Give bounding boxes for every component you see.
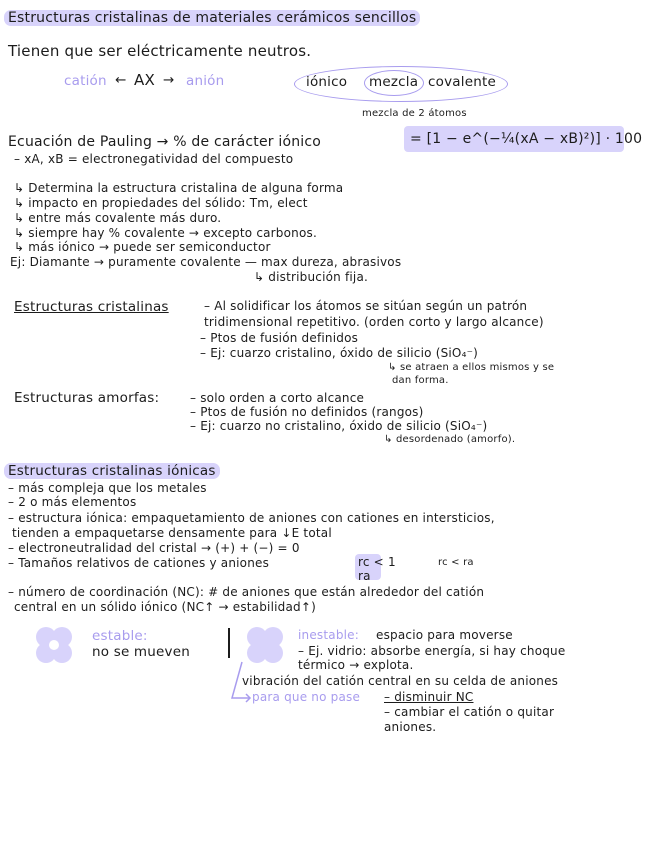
pauling-example-note: ↳ distribución fija. [254, 270, 369, 284]
arrow-left-icon: ← [115, 72, 127, 88]
ionicas-line: – 2 o más elementos [8, 495, 137, 509]
vibration-line: vibración del catión central en su celda de aniones [242, 674, 559, 688]
cristalinas-example: – Ej: cuarzo cristalino, óxido de silicio (SiO₄⁻) [200, 346, 478, 360]
bond-mezcla: mezcla [369, 74, 419, 90]
pauling-line: ↳ impacto en propiedades del sólido: Tm, elect [14, 196, 308, 210]
cristalinas-line: – Ptos de fusión definidos [200, 331, 359, 345]
ionicas-line: – más compleja que los metales [8, 481, 207, 495]
ionicas-line: – electroneutralidad del cristal → (+) + (−) = 0 [8, 541, 300, 555]
inestable-line: – Ej. vidrio: absorbe energía, si hay choque [298, 644, 566, 658]
cristalinas-note: ↳ se atraen a ellos mismos y se [388, 362, 555, 373]
bond-covalente: covalente [428, 74, 496, 90]
bond-ionico: iónico [306, 74, 348, 90]
pauling-line: ↳ Determina la estructura cristalina de alguna forma [14, 181, 344, 195]
intro-text: Tienen que ser eléctricamente neutros. [8, 42, 312, 60]
pauling-line: ↳ siempre hay % covalente → excepto carbonos. [14, 226, 317, 240]
inestable-line: térmico → explota. [298, 658, 414, 672]
ratio-denominator: ra [358, 569, 371, 583]
inestable-label: inestable: [298, 628, 360, 642]
estable-text: no se mueven [92, 644, 191, 660]
cation-label: catión [64, 73, 107, 89]
page-title: Estructuras cristalinas de materiales cerámicos sencillos [4, 10, 420, 26]
pauling-line: – xA, xB = electronegatividad del compuesto [14, 152, 294, 166]
pauling-line: ↳ entre más covalente más duro. [14, 211, 222, 225]
mezcla-note: mezcla de 2 átomos [362, 108, 467, 119]
ionicas-line: central en un sólido iónico (NC↑ → estabilidad↑) [14, 600, 316, 614]
ax-formula: AX [134, 71, 155, 89]
anion-label: anión [186, 73, 225, 89]
arrow-right-icon: → [163, 72, 175, 88]
pauling-line: ↳ más iónico → puede ser semiconductor [14, 240, 271, 254]
ionicas-line: tienden a empaquetarse densamente para ↓E total [12, 526, 332, 540]
ionicas-line: – Tamaños relativos de cationes y aniones [8, 556, 270, 570]
solution-line: – cambiar el catión o quitar [384, 705, 555, 719]
amorfas-heading: Estructuras amorfas: [14, 390, 160, 406]
pauling-formula: = [1 − e^(−¼(xA − xB)²)] · 100 [410, 131, 643, 147]
ratio-note: rc < ra [438, 557, 474, 568]
para-que-no-pase: para que no pase [252, 690, 361, 704]
pauling-label: Ecuación de Pauling → % de carácter iónico [8, 134, 322, 150]
solution-line: aniones. [384, 720, 437, 734]
cristalinas-note: dan forma. [392, 375, 449, 386]
pauling-example: Ej: Diamante → puramente covalente — max dureza, abrasivos [10, 255, 402, 269]
cristalinas-line: – Al solidificar los átomos se sitúan según un patrón [204, 299, 528, 313]
amorfas-line: – Ptos de fusión no definidos (rangos) [190, 405, 424, 419]
cristalinas-line: tridimensional repetitivo. (orden corto y largo alcance) [204, 315, 544, 329]
ionicas-line: – estructura iónica: empaquetamiento de aniones con cationes en intersticios, [8, 511, 495, 525]
ionicas-line: – número de coordinación (NC): # de aniones que están alrededor del catión [8, 585, 485, 599]
amorfas-note: ↳ desordenado (amorfo). [384, 434, 516, 445]
estable-label: estable: [92, 628, 148, 644]
flower-icon [32, 623, 76, 667]
cristalinas-heading: Estructuras cristalinas [14, 299, 169, 315]
amorfas-line: – solo orden a corto alcance [190, 391, 365, 405]
inestable-line: espacio para moverse [376, 628, 513, 642]
ratio-numerator: rc < 1 [358, 555, 396, 569]
amorfas-example: – Ej: cuarzo no cristalino, óxido de silicio (SiO₄⁻) [190, 419, 488, 433]
divider [228, 628, 230, 658]
solution-line: – disminuir NC [384, 690, 474, 704]
ionicas-heading: Estructuras cristalinas iónicas [4, 463, 220, 479]
